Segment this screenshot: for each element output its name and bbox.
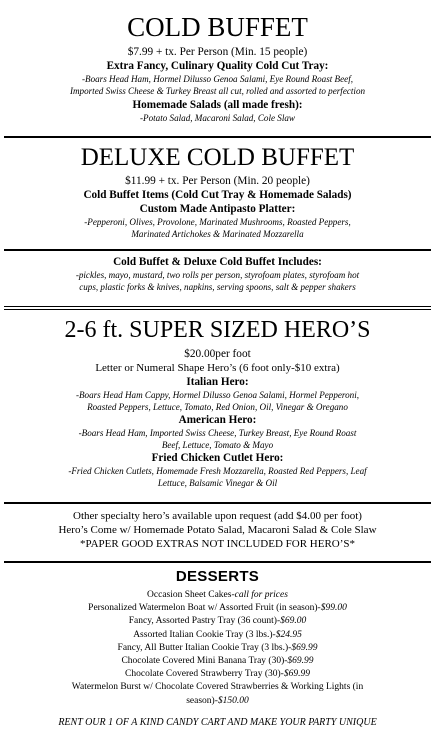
hero-notes-section [4,509,431,551]
homemade-salads-heading: Homemade Salads (all made fresh): [132,99,303,111]
section-divider [4,136,431,138]
dessert-item [4,589,431,602]
deluxe-cold-buffet-section [4,145,431,240]
cold-buffet-price: $7.99 + tx. Per Person (Min. 15 people) [127,46,308,58]
chicken-hero-items-2: Lettuce, Balsamic Vinegar & Oil [157,478,278,488]
heros-title: 2-6 ft. SUPER SIZED HERO’S [64,317,371,343]
italian-hero-heading: Italian Hero: [186,376,249,388]
includes-items-1: -pickles, mayo, mustard, two rolls per person, styrofoam plates, styrofoam hot [75,270,360,280]
section-divider [4,306,431,310]
deluxe-items-heading: Cold Buffet Items (Cold Cut Tray & Homemade Salads) [83,189,352,201]
american-hero-items-2: Beef, Lettuce, Tomato & Mayo [161,440,274,450]
dessert-name: Fancy, Assorted Pastry Tray (36 count)- [128,616,281,627]
homemade-salads-items: -Potato Salad, Macaroni Salad, Cole Slaw [139,113,295,123]
hero-sides-note: Hero’s Come w/ Homemade Potato Salad, Macaroni Salad & Cole Slaw [58,524,377,536]
dessert-item-watermelon-burst [4,681,431,707]
dessert-name: Chocolate Covered Mini Banana Tray (30)- [121,656,288,667]
italian-hero-items-1: -Boars Head Ham Cappy, Hormel Dilusso Genoa Salami, Hormel Pepperoni, [75,390,360,400]
dessert-name: Fancy, All Butter Italian Cookie Tray (3 lbs.)- [117,642,292,653]
watermelon-burst-line-1: Watermelon Burst w/ Chocolate Covered Strawberries & Working Lights (in [71,682,364,693]
cold-buffet-section [4,14,431,124]
dessert-price: call for prices [234,590,288,600]
chicken-hero-items-1: -Fried Chicken Cutlets, Homemade Fresh Mozzarella, Roasted Red Peppers, Leaf [68,466,367,476]
american-hero-heading: American Hero: [178,414,257,426]
antipasto-items-2: Marinated Artichokes & Marinated Mozzarella [131,229,304,239]
dessert-price: $69.99 [291,642,318,653]
heros-shape-note: Letter or Numeral Shape Hero’s (6 foot only-$10 extra) [95,362,340,374]
cold-cut-tray-items-1: -Boars Head Ham, Hormel Dilusso Genoa Salami, Eye Round Roast Beef, [81,74,353,84]
dessert-price: $24.95 [275,629,302,640]
includes-items-2: cups, plastic forks & knives, napkins, serving spoons, salt & pepper shakers [79,282,356,292]
dessert-price: $99.00 [320,603,347,614]
includes-section [4,255,431,293]
dessert-price: $69.99 [283,669,310,680]
dessert-item [4,642,431,655]
antipasto-heading: Custom Made Antipasto Platter: [139,203,296,215]
section-divider [4,502,431,504]
dessert-item [4,629,431,642]
desserts-section [4,569,431,708]
deluxe-cold-buffet-title: DELUXE COLD BUFFET [80,144,355,171]
includes-heading: Cold Buffet & Deluxe Cold Buffet Includes: [113,256,322,268]
dessert-name: Occasion Sheet Cakes- [147,590,235,600]
chicken-hero-heading: Fried Chicken Cutlet Hero: [151,452,284,464]
heros-price: $20.00per foot [184,348,251,360]
dessert-item [4,602,431,615]
dessert-item [4,655,431,668]
watermelon-burst-price: $150.00 [217,695,249,706]
dessert-price: $69.00 [280,616,307,627]
cold-cut-tray-items-2: Imported Swiss Cheese & Turkey Breast all cut, rolled and assorted to perfection [69,86,366,96]
dessert-price: $69.99 [287,656,314,667]
watermelon-burst-prefix: season)- [186,695,218,706]
desserts-list [4,589,431,708]
dessert-name: Personalized Watermelon Boat w/ Assorted Fruit (in season)- [88,603,321,614]
cold-cut-tray-heading: Extra Fancy, Culinary Quality Cold Cut Tray: [106,60,329,72]
dessert-item [4,668,431,681]
antipasto-items-1: -Pepperoni, Olives, Provolone, Marinated Mushrooms, Roasted Peppers, [84,217,351,227]
dessert-item [4,615,431,628]
specialty-hero-note: Other specialty hero’s available upon request (add $4.00 per foot) [73,510,362,522]
section-divider [4,561,431,563]
dessert-name: Assorted Italian Cookie Tray (3 lbs.)- [133,629,276,640]
paper-goods-note: *PAPER GOOD EXTRAS NOT INCLUDED FOR HERO’S* [79,538,356,550]
watermelon-burst-line-2 [4,695,431,708]
section-divider [4,249,431,251]
dessert-name: Chocolate Covered Strawberry Tray (30)- [125,669,284,680]
heros-section [4,318,431,489]
deluxe-cold-buffet-price: $11.99 + tx. Per Person (Min. 20 people) [125,175,310,187]
desserts-title: DESSERTS [175,568,260,585]
american-hero-items-1: -Boars Head Ham, Imported Swiss Cheese, Turkey Breast, Eye Round Roast [78,428,357,438]
candy-cart-footer: RENT OUR 1 OF A KIND CANDY CART AND MAKE YOUR PARTY UNIQUE [58,717,377,728]
italian-hero-items-2: Roasted Peppers, Lettuce, Tomato, Red Onion, Oil, Vinegar & Oregano [87,402,348,412]
cold-buffet-title: COLD BUFFET [127,12,308,42]
